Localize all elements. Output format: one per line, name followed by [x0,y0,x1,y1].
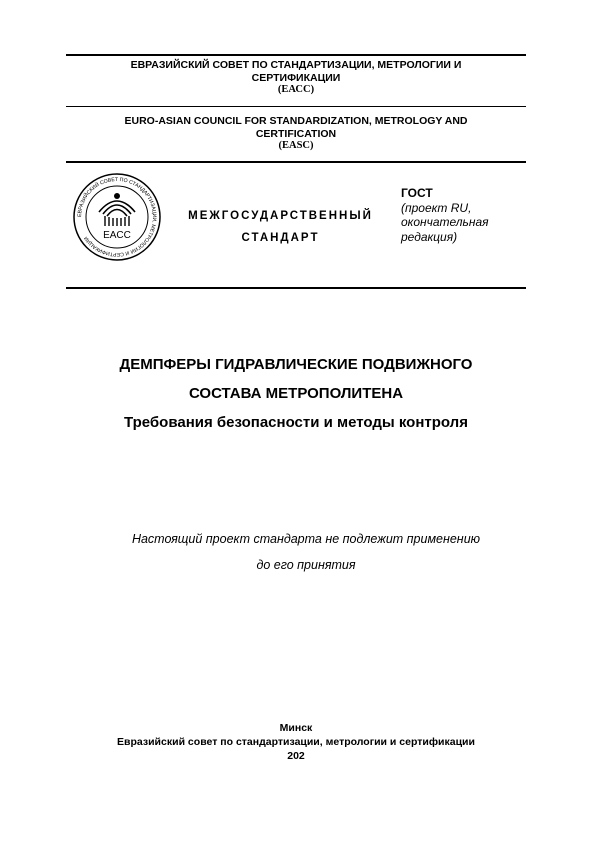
header-bottom-rule [66,161,526,163]
org-ru-line1: ЕВРАЗИЙСКИЙ СОВЕТ ПО СТАНДАРТИЗАЦИИ, МЕТРОЛОГИИ И [130,59,462,71]
org-en-line1: EURO-ASIAN COUNCIL FOR STANDARDIZATION, METROLOGY AND [124,115,468,127]
footer-year: 202 [287,750,305,762]
document-title [66,350,526,408]
easc-emblem-icon [72,172,162,262]
top-rule [66,54,526,56]
organization-name-en [66,115,526,153]
org-en-abbreviation: (EASC) [278,140,314,151]
draft-status-line3: редакция) [401,229,458,244]
org-en-line2: CERTIFICATION [255,127,337,140]
title-line1: ДЕМПФЕРЫ ГИДРАВЛИЧЕСКИЕ ПОДВИЖНОГО [119,356,473,373]
draft-status-line2: окончательная [401,215,489,229]
footer-publisher: Евразийский совет по стандартизации, метрологии и сертификации [117,736,475,748]
standard-type [168,205,393,249]
notice-line2: до его принятия [256,558,356,572]
title-line2: СОСТАВА МЕТРОПОЛИТЕНА [188,385,404,402]
draft-status-line1: (проект RU, [401,200,472,215]
standard-type-line1: МЕЖГОСУДАРСТВЕННЫЙ [188,210,373,222]
gost-designation [401,186,531,244]
logo-text: EACC [103,230,131,241]
org-ru-line2: СЕРТИФИКАЦИИ [251,71,341,84]
logo-ring-text: ЕВРАЗИЙСКИЙ СОВЕТ ПО СТАНДАРТИЗАЦИИ, МЕТРОЛОГИИ И СЕРТИФИКАЦИИ [76,176,158,258]
gost-label: ГОСТ [401,186,433,200]
org-ru-abbreviation: (ЕАСС) [277,84,315,95]
header-divider [66,106,526,107]
svg-text:ЕВРАЗИЙСКИЙ СОВЕТ ПО СТАНДАРТИ [77,177,157,257]
footer-city: Минск [279,722,313,734]
publication-footer [66,721,526,763]
organization-name-ru [66,59,526,97]
notice-line1: Настоящий проект стандарта не подлежит применению [131,532,481,546]
logo-bottom-rule [66,287,526,289]
standard-type-line2: СТАНДАРТ [241,232,320,244]
document-subtitle: Требования безопасности и методы контроля [124,414,468,431]
draft-notice [66,526,546,578]
